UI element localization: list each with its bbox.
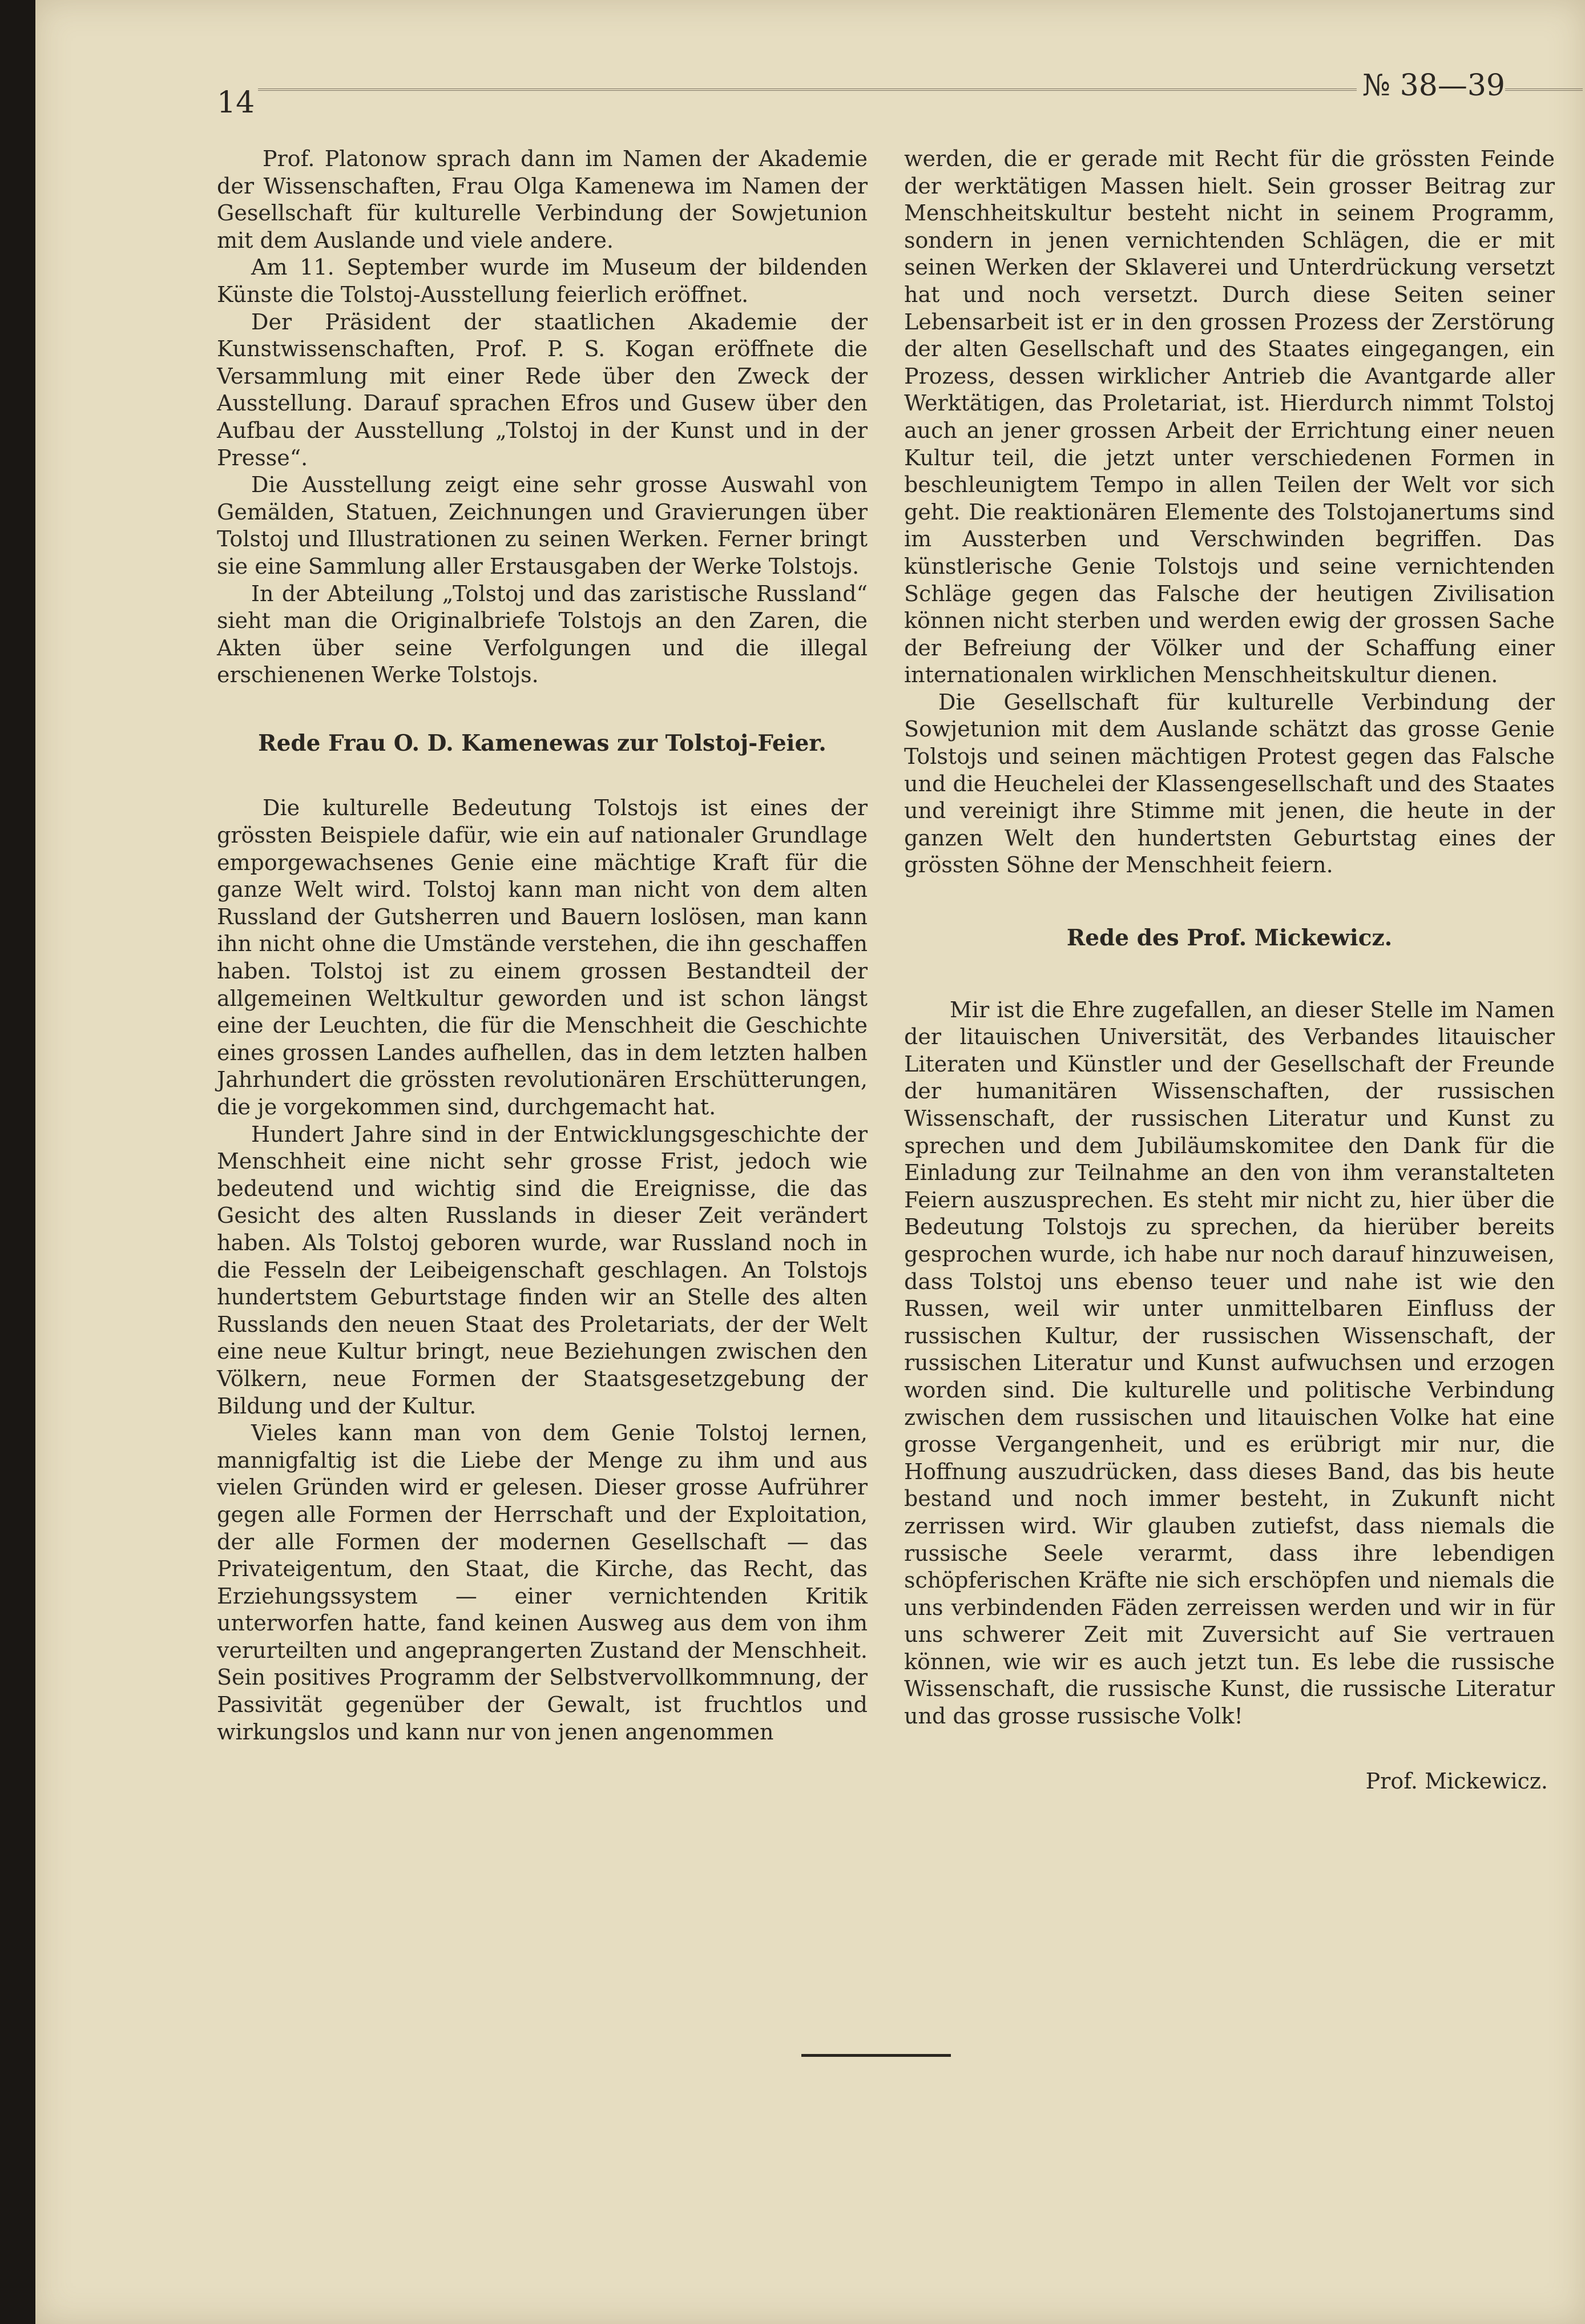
paragraph: Die Gesellschaft für kulturelle Verbindung der Sowjetunion mit dem Auslande schätzt das grosse Genie Tolstojs und seinen mächtigen Protest gegen das Falsche und die Heuchelei der Klassengesellschaft und des Staates und vereinigt ihre Stimme mit jenen, die heute in der ganzen Welt den hundertsten Geburtstag eines der grössten Söhne der Menschheit feiern. [904, 689, 1555, 878]
section-heading-kamenewa: Rede Frau O. D. Kamenewas zur Tolstoj-Feier. [258, 730, 826, 756]
paragraph: Prof. Platonow sprach dann im Namen der Akademie der Wissenschaften, Frau Olga Kamenewa im Namen der Gesellschaft für kulturelle Verbindung der Sowjetunion mit dem Auslande und viele andere. [217, 146, 868, 253]
signature: Prof. Mickewicz. [1365, 1768, 1548, 1794]
paragraph: In der Abteilung „Tolstoj und das zaristische Russland“ sieht man die Originalbriefe Tolstojs an den Zaren, die Akten über seine Verfolgungen und die illegal erschienenen Werke Tolstojs. [217, 581, 868, 688]
paragraph: Vieles kann man von dem Genie Tolstoj lernen, mannigfaltig ist die Liebe der Menge zu ihm und aus vielen Gründen wird er gelesen. Dieser grosse Aufrührer gegen alle Formen der Herrschaft und der Exploitation, der alle Formen der modernen Gesellschaft — das Privateigentum, den Staat, die Kirche, das Recht, das Erziehungssystem — einer vernichtenden Kritik unterworfen hatte, fand keinen Ausweg aus dem von ihm verurteilten und angeprangerten Zustand der Menschheit. Sein positives Programm der Selbstvervollkommnung, der Passivität gegenüber der Gewalt, ist fruchtlos und wirkungslos und kann nur von jenen angenommen [217, 1420, 868, 1745]
newspaper-page [35, 0, 1585, 2324]
paragraph: Die Ausstellung zeigt eine sehr grosse Auswahl von Gemälden, Statuen, Zeichnungen und Gravierungen über Tolstoj und Illustrationen zu seinen Werken. Ferner bringt sie eine Sammlung aller Erstausgaben der Werke Tolstojs. [217, 472, 868, 579]
left-column [217, 146, 868, 1746]
end-rule [801, 2054, 951, 2057]
paragraph: Der Präsident der staatlichen Akademie der Kunstwissenschaften, Prof. P. S. Kogan eröffnete die Versammlung mit einer Rede über den Zweck der Ausstellung. Darauf sprachen Efros und Gusew über den Aufbau der Ausstellung „Tolstoj in der Kunst und in der Presse“. [217, 309, 868, 470]
paragraph: Mir ist die Ehre zugefallen, an dieser Stelle im Namen der litauischen Universität, des Verbandes litauischer Literaten und Künstler und der Gesellschaft der Freunde der humanitären Wissenschaften, der russischen Wissenschaft, der russischen Literatur und Kunst zu sprechen und dem Jubiläumskomitee den Dank für die Einladung zur Teilnahme an den von ihm veranstalteten Feiern auszusprechen. Es steht mir nicht zu, hier über die Bedeutung Tolstojs zu sprechen, da hierüber bereits gesprochen wurde, ich habe nur noch darauf hinzuweisen, dass Tolstoj uns ebenso teuer und nahe ist wie den Russen, weil wir unter unmittelbaren Einfluss der russischen Kultur, der russischen Wissenschaft, der russischen Literatur und Kunst aufwuchsen und erzogen worden sind. Die kulturelle und politische Verbindung zwischen dem russischen und litauischen Volke hat eine grosse Vergangenheit, und es erübrigt mir nur, die Hoffnung auszudrücken, dass dieses Band, das bis heute bestand und noch immer besteht, in Zukunft nicht zerrissen wird. Wir glauben zutiefst, dass niemals die russische Seele verarmt, dass ihre lebendigen schöpferischen Kräfte nie sich erschöpfen und niemals die uns verbindenden Fäden zerreissen werden und wir in für uns schwerer Zeit mit Zuversicht auf Sie vertrauen können, wie wir es auch jetzt tun. Es lebe die russische Wissenschaft, die russische Kunst, die russische Literatur und das grosse russische Volk! [904, 997, 1555, 1729]
paragraph: Am 11. September wurde im Museum der bildenden Künste die Tolstoj-Ausstellung feierlich eröffnet. [217, 255, 868, 307]
paragraph: Die kulturelle Bedeutung Tolstojs ist eines der grössten Beispiele dafür, wie ein auf nationaler Grundlage emporgewachsenes Genie eine mächtige Kraft für die ganze Welt wird. Tolstoj kann man nicht von dem alten Russland der Gutsherren und Bauern loslösen, man kann ihn nicht ohne die Umstände verstehen, die ihn geschaffen haben. Tolstoj ist zu einem grossen Bestandteil der allgemeinen Weltkultur geworden und ist schon längst eine der Leuchten, die für die Menschheit die Geschichte eines grossen Landes aufhellen, das in dem letzten halben Jahrhundert die grössten revolutionären Erschütterungen, die je vorgekommen sind, durchgemacht hat. [217, 795, 868, 1119]
section-heading-mickewicz: Rede des Prof. Mickewicz. [1066, 925, 1393, 952]
right-column [904, 146, 1555, 1795]
issue-number: № 38—39 [1357, 69, 1505, 103]
paragraph: Hundert Jahre sind in der Entwicklungsgeschichte der Menschheit eine nicht sehr grosse Frist, jedoch wie bedeutend und wichtig sind die Ereignisse, die das Gesicht des alten Russlands in dieser Zeit verändert haben. Als Tolstoj geboren wurde, war Russland noch in die Fesseln der Leibeigenschaft geschlagen. An Tolstojs hundertstem Geburtstage finden wir an Stelle des alten Russlands den neuen Staat des Proletariats, der der Welt eine neue Kultur bringt, neue Beziehungen zwischen den Völkern, neue Formen der Staatsgesetzgebung der Bildung und der Kultur. [217, 1121, 868, 1419]
paragraph: werden, die er gerade mit Recht für die grössten Feinde der werktätigen Massen hielt. Sein grosser Beitrag zur Menschheitskultur besteht nicht in seinem Programm, sondern in jenen vernichtenden Schlägen, die er mit seinen Werken der Sklaverei und Unterdrückung versetzt hat und noch versetzt. Durch diese Seiten seiner Lebensarbeit ist er in den grossen Prozess der Zerstörung der alten Gesellschaft und des Staates eingegangen, ein Prozess, dessen wirklicher Antrieb die Avantgarde aller Werktätigen, das Proletariat, ist. Hierdurch nimmt Tolstoj auch an jener grossen Arbeit der Errichtung einer neuen Kultur teil, die jetzt unter verschiedenen Formen in beschleunigtem Tempo in allen Teilen der Welt vor sich geht. Die reaktionären Elemente des Tolstojanertums sind im Aussterben und Verschwinden begriffen. Das künstlerische Genie Tolstojs und seine vernichtenden Schläge gegen das Falsche der heutigen Zivilisation können nicht sterben und werden ewig der grossen Sache der Befreiung der Völker und der Schaffung einer internationalen wirklichen Menschheitskultur dienen. [904, 146, 1555, 688]
page-number: 14 [217, 86, 258, 120]
